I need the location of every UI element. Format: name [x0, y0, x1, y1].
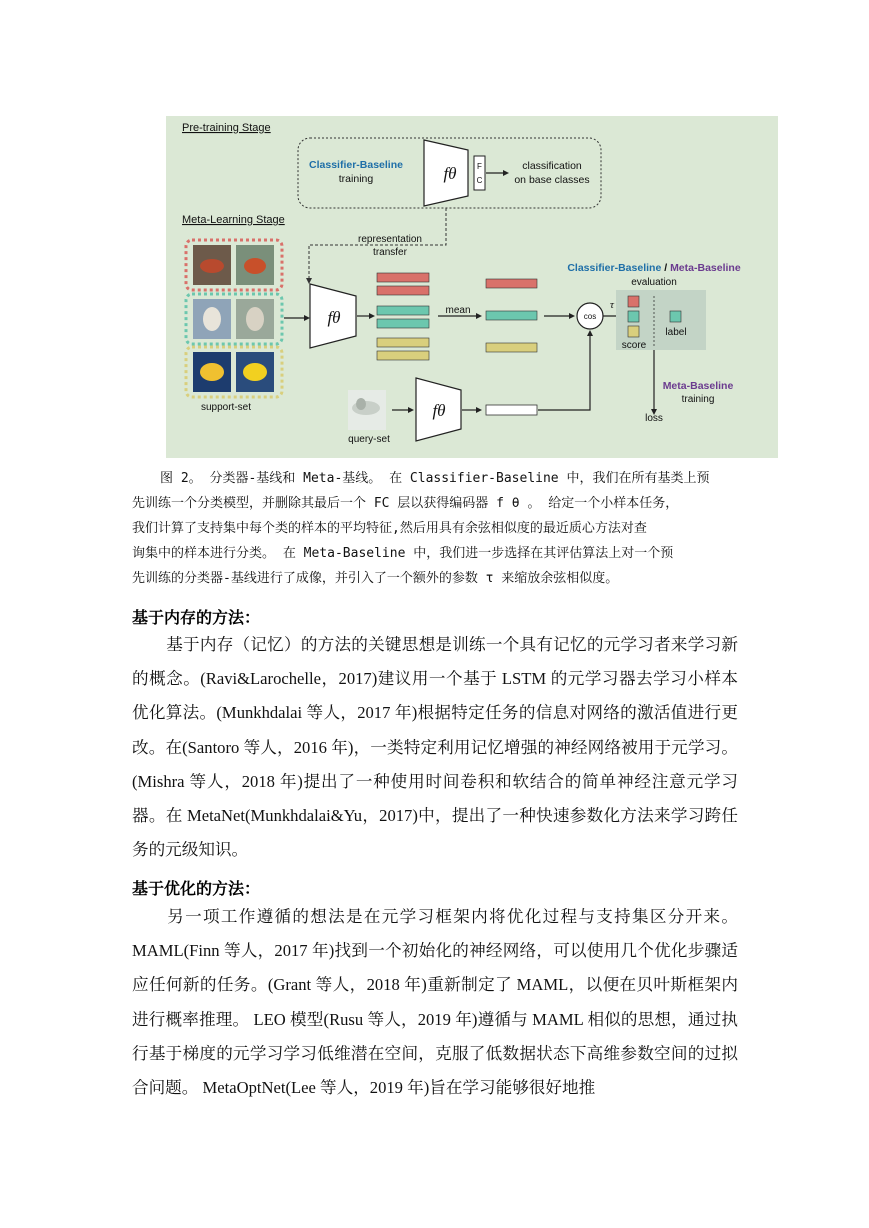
section-heading-optimization: 基于优化的方法：	[132, 879, 261, 898]
query-feature-bar	[486, 405, 537, 415]
classification-text-line1: classification	[522, 160, 582, 172]
figure-background	[166, 116, 778, 458]
meta-learning-stage-label: Meta-Learning Stage	[182, 214, 285, 226]
meta-baseline-training-title: Meta-Baseline	[662, 380, 734, 392]
tau-label: τ	[610, 299, 614, 311]
loss-label: loss	[645, 413, 663, 424]
query-set-label: query-set	[348, 434, 390, 445]
eval-title-meta: Meta-Baseline	[670, 262, 741, 274]
label-label: label	[665, 327, 687, 338]
caption-line-2: 先训练一个分类模型，并删除其最后一个 FC 层以获得编码器 f θ 。 给定一个小样本任务，	[132, 496, 679, 511]
classifier-baseline-label: Classifier-Baseline	[309, 159, 403, 171]
evaluation-label: evaluation	[631, 277, 677, 288]
eval-title-classifier: Classifier-Baseline	[567, 262, 662, 274]
figure-meta-baseline-diagram	[166, 116, 778, 458]
fc-letter-c: C	[476, 176, 483, 185]
meta-f-theta: fθ	[327, 308, 341, 327]
section-heading-memory: 基于内存的方法：	[132, 608, 261, 627]
caption-line-5: 先训练的分类器-基线进行了成像，并引入了一个额外的参数 τ 来缩放余弦相似度。	[132, 571, 619, 586]
support-set-label: support-set	[200, 402, 252, 413]
representation-label-line1: representation	[358, 234, 422, 245]
caption-line-1	[132, 466, 738, 491]
pretrain-training-label: training	[338, 173, 374, 185]
score-square-yellow	[628, 326, 639, 337]
pretraining-stage-label: Pre-training Stage	[182, 122, 271, 134]
caption-line-4: 询集中的样本进行分类。 在 Meta-Baseline 中，我们进一步选择在其评估算法上对一个预	[132, 546, 674, 561]
section-paragraph-memory	[132, 628, 738, 867]
classification-text-line2: on base classes	[514, 174, 590, 186]
meta-baseline-training-label: training	[681, 394, 715, 405]
caption-line-3: 我们计算了支持集中每个类的样本的平均特征,然后用具有余弦相似度的最近质心方法对查	[132, 521, 647, 536]
label-square-green	[670, 311, 681, 322]
eval-title	[567, 262, 741, 274]
score-square-red	[628, 296, 639, 307]
query-f-theta: fθ	[432, 401, 446, 420]
section-paragraph-optimization-text: 另一项工作遵循的想法是在元学习框架内将优化过程与支持集区分开来。MAML(Finn 等人，2017 年)找到一个初始化的神经网络，可以使用几个优化步骤适应任何新的任务。(Grant 等人，2018 年)重新制定了 MAML，以便在贝叶斯框架内进行概率推理。 LEO 模型(Rusu 等人，2019 年)遵循与 MAML 相似的思想，通过执行基于梯度的元学习学习低维潜在空间，克服了低数据状态下高维参数空间的过拟合问题。 MetaOptNet(Lee 等人，2019 年)旨在学习能够很好地推	[132, 907, 738, 1098]
score-label: score	[621, 340, 647, 351]
fc-letter-f: F	[477, 162, 482, 171]
section-paragraph-optimization	[132, 900, 738, 1105]
caption-line-1-text: 图 2。 分类器-基线和 Meta-基线。 在 Classifier-Baseline 中，我们在所有基类上预	[160, 471, 710, 486]
score-square-green	[628, 311, 639, 322]
pretrain-f-theta: fθ	[443, 164, 457, 183]
section-paragraph-memory-text: 基于内存（记忆）的方法的关键思想是训练一个具有记忆的元学习者来学习新的概念。(Ravi&Larochelle，2017)建议用一个基于 LSTM 的元学习器去学习小样本优化算法。(Munkhdalai 等人，2017 年)根据特定任务的信息对网络的激活值进行更改。在(Santoro 等人，2016 年)，一类特定利用记忆增强的神经网络被用于元学习。 (Mishra 等人，2018 年)提出了一种使用时间卷积和软结合的简单神经注意元学习器。在 MetaNet(Munkhdalai&Yu，2017)中，提出了一种快速参数化方法来学习跨任务的元级知识。	[132, 635, 738, 860]
eval-title-separator: /	[661, 262, 671, 274]
representation-label-line2: transfer	[373, 247, 407, 258]
cos-label: cos	[583, 312, 597, 321]
figure-caption	[132, 466, 738, 591]
mean-label: mean	[445, 305, 471, 316]
